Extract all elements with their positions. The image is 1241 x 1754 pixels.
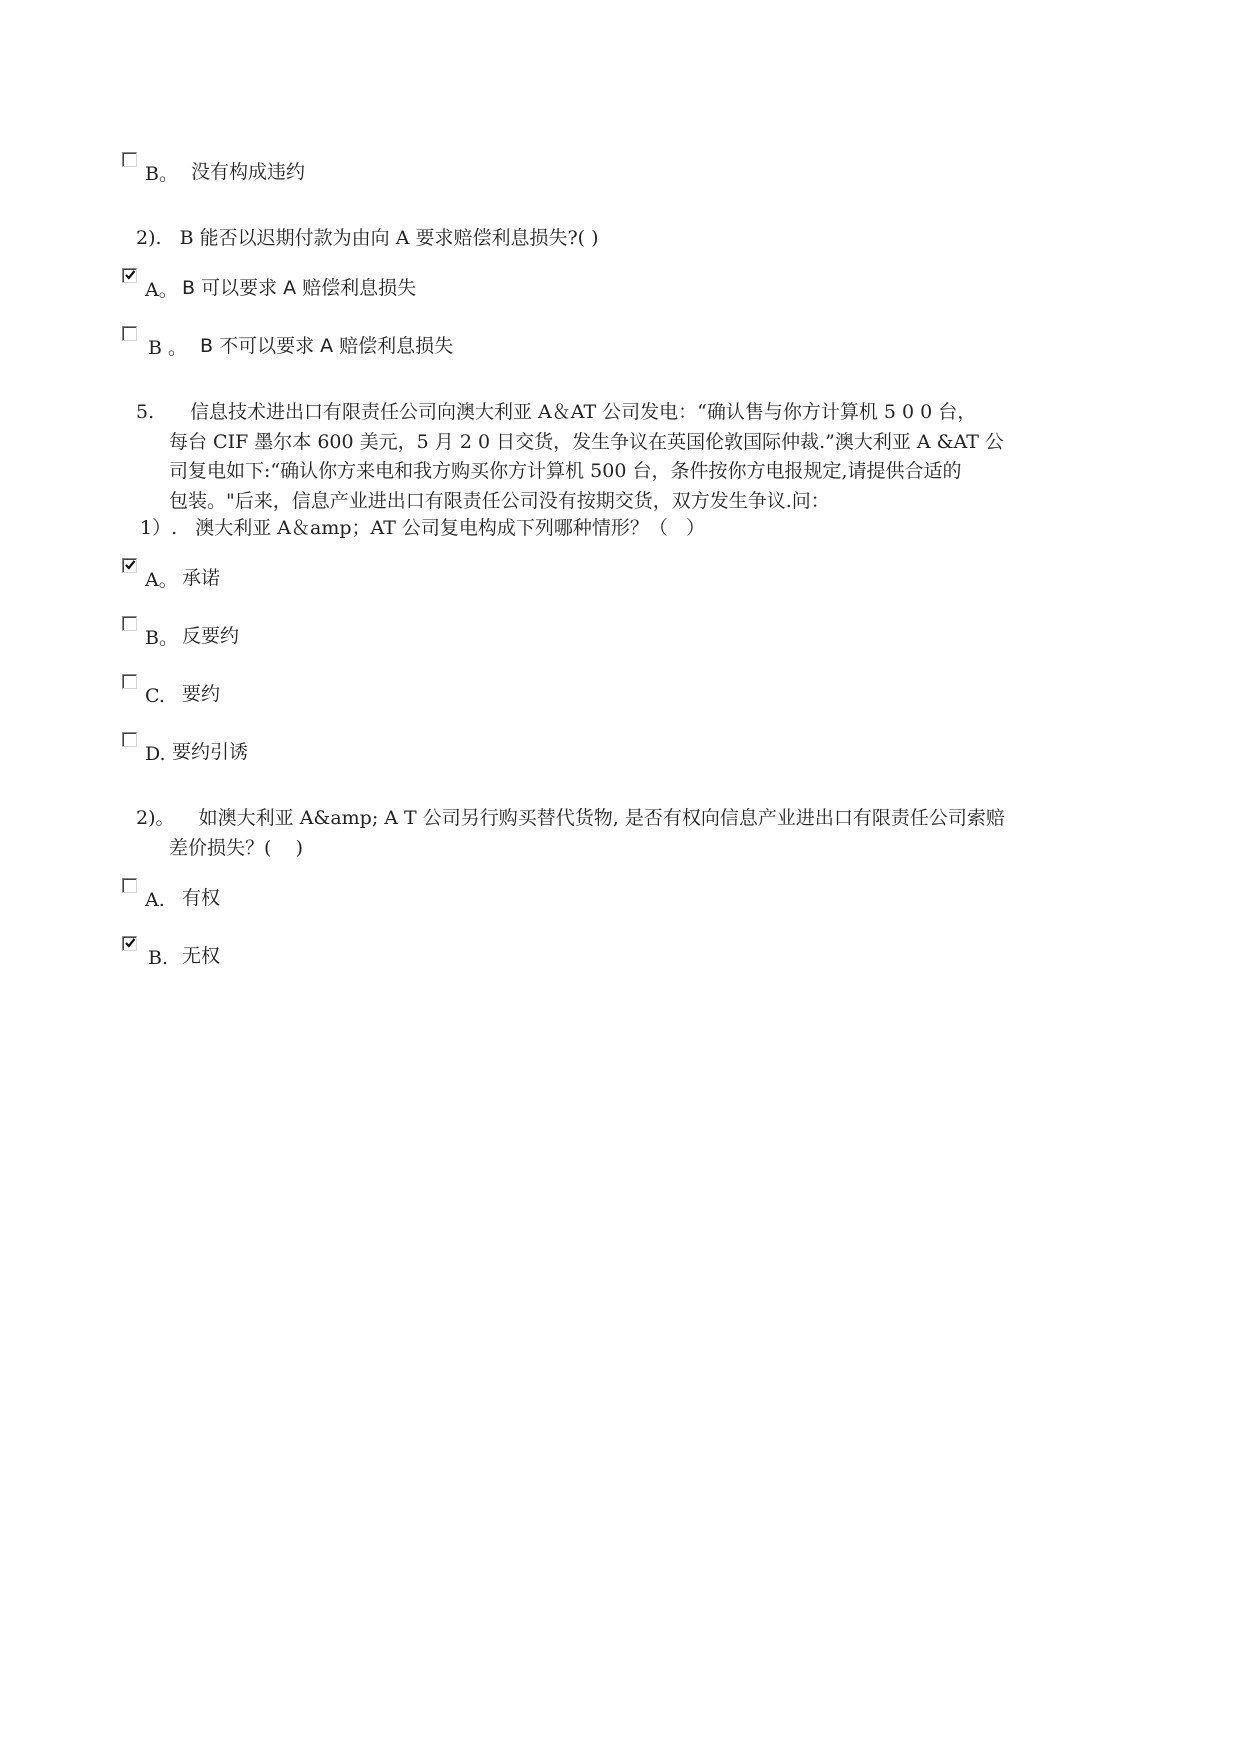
- option-q5-sub1-c-text: 要约: [182, 683, 221, 705]
- checkbox-checked-icon: [124, 937, 136, 949]
- checkbox-q1-sub2-b[interactable]: [122, 326, 137, 341]
- option-q1-b-text: 没有构成违约: [191, 161, 306, 183]
- checkbox-unchecked-icon: [124, 733, 136, 745]
- checkbox-checked-icon: [124, 269, 136, 281]
- checkbox-q1-b[interactable]: [122, 152, 137, 167]
- checkbox-q1-sub2-a[interactable]: [122, 268, 137, 283]
- option-q1-sub2-a-label: A。: [145, 279, 178, 301]
- option-q5-sub2-b-label: B.: [148, 947, 169, 969]
- question-5-sub2-prompt-line-2: 差价损失？( ): [169, 837, 303, 859]
- option-q5-sub1-b-text: 反要约: [182, 625, 240, 647]
- option-q5-sub1-d-label: D.: [145, 743, 166, 765]
- checkbox-unchecked-icon: [124, 675, 136, 687]
- question-5-line-3: 司复电如下:“确认你方来电和我方购买你方计算机 500 台，条件按你方电报规定,请提供合适的: [169, 460, 962, 482]
- checkbox-q5-sub2-b[interactable]: [122, 936, 137, 951]
- checkbox-unchecked-icon: [124, 879, 136, 891]
- checkbox-q5-sub1-d[interactable]: [122, 732, 137, 747]
- checkbox-q5-sub1-c[interactable]: [122, 674, 137, 689]
- checkbox-q5-sub1-b[interactable]: [122, 616, 137, 631]
- option-q5-sub2-a-text: 有权: [182, 887, 221, 909]
- checkbox-unchecked-icon: [124, 327, 136, 339]
- checkbox-q5-sub2-a[interactable]: [122, 878, 137, 893]
- question-q1-sub2-prompt: 2). B 能否以迟期付款为由向 A 要求赔偿利息损失?( ): [136, 227, 599, 249]
- question-5-line-4: 包装。"后来，信息产业进出口有限责任公司没有按期交货，双方发生争议.问：: [169, 490, 830, 512]
- option-q5-sub2-a-label: A.: [145, 889, 165, 911]
- option-q1-sub2-a-text: B 可以要求 A 赔偿利息损失: [182, 277, 417, 299]
- option-q1-sub2-b-label: B 。: [148, 337, 188, 359]
- question-5-number: 5.: [136, 401, 155, 423]
- checkbox-unchecked-icon: [124, 617, 136, 629]
- option-q5-sub1-b-label: B。: [145, 627, 178, 649]
- checkbox-unchecked-icon: [124, 153, 136, 165]
- checkbox-checked-icon: [124, 559, 136, 571]
- question-5-sub1-prompt: 1）. 澳大利亚 A＆amp；AT 公司复电构成下列哪种情形？（ ）: [140, 517, 706, 539]
- option-q5-sub1-c-label: C.: [145, 685, 165, 707]
- option-q1-sub2-b-text: B 不可以要求 A 赔偿利息损失: [200, 335, 454, 357]
- option-q5-sub1-d-text: 要约引诱: [172, 741, 249, 763]
- option-q1-b-label: B。: [145, 163, 178, 185]
- option-q5-sub1-a-label: A。: [145, 569, 178, 591]
- option-q5-sub2-b-text: 无权: [182, 945, 221, 967]
- option-q5-sub1-a-text: 承诺: [182, 567, 221, 589]
- question-5-line-2: 每台 CIF 墨尔本 600 美元，5 月 2 0 日交货，发生争议在英国伦敦国际仲裁.”澳大利亚 A &AT 公: [169, 431, 1004, 453]
- checkbox-q5-sub1-a[interactable]: [122, 558, 137, 573]
- question-5-sub2-prompt-line-1: 2)。 如澳大利亚 A&amp; A T 公司另行购买替代货物, 是否有权向信息产业进出口有限责任公司索赔: [136, 807, 1005, 829]
- question-5-line-1: 信息技术进出口有限责任公司向澳大利亚 A＆AT 公司发电：“确认售与你方计算机 5 0 0 台，: [190, 401, 977, 423]
